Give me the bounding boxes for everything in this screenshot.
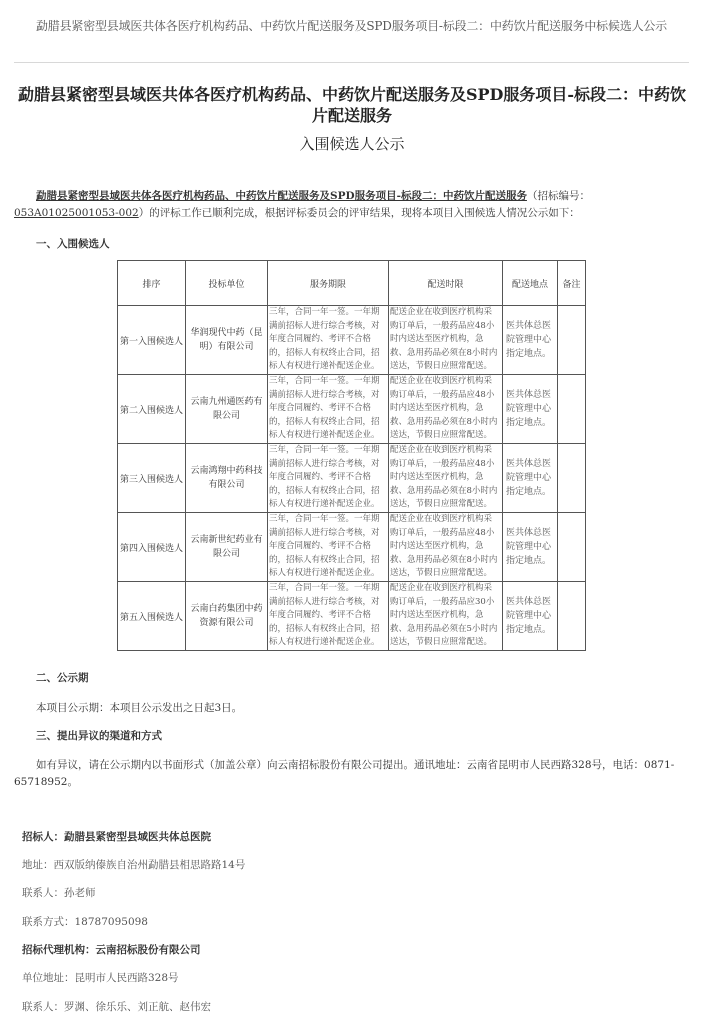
delivery-cell <box>389 513 503 582</box>
delivery-location-line: 指定地点。 <box>506 556 552 566</box>
delivery-location <box>504 595 556 637</box>
bidder-name-line: 限公司 <box>212 411 240 421</box>
delivery-time-line: 送达，节假日应照常配送。 <box>390 499 493 510</box>
term-cell <box>268 444 389 513</box>
candidates-table <box>117 260 586 651</box>
table-header-row <box>118 261 586 306</box>
delivery-location <box>504 457 556 499</box>
service-term-line: 三年，合同一年一签。一年期 <box>269 583 380 594</box>
tenderer-phone: 联系方式：18787095098 <box>22 916 148 928</box>
delivery-time-line: 购订单后，一般药品应48小 <box>390 389 495 400</box>
delivery-location-line: 医共体总医 <box>506 459 552 469</box>
service-term-line: 标人有权进行递补配送企业。 <box>269 430 380 441</box>
announcement-title: 勐腊县紧密型县域医共体各医疗机构药品、中药饮片配送服务及SPD服务项目-标段二：中药饮片配送服务 <box>17 85 687 125</box>
table-row <box>118 513 586 582</box>
delivery-location-line: 医共体总医 <box>506 390 552 400</box>
rank-cell: 第五入围候选人 <box>118 582 186 651</box>
service-term-line: 三年，合同一年一签。一年期 <box>269 445 380 456</box>
delivery-location <box>504 319 556 361</box>
delivery-time-line: 送达，节假日应照常配送。 <box>390 637 493 648</box>
bidder-cell <box>186 444 268 513</box>
delivery-time-line: 时内送达至医疗机构，急 <box>390 541 484 552</box>
service-term-line: 的，招标人有权终止合同，招 <box>269 416 380 427</box>
delivery-time <box>390 513 501 581</box>
bidder-cell <box>186 513 268 582</box>
term-cell <box>268 306 389 375</box>
header-cell: 配送地点 <box>503 261 558 306</box>
service-term-line: 标人有权进行递补配送企业。 <box>269 499 380 510</box>
delivery-time-line: 救、急用药品必须在5小时内 <box>390 623 498 634</box>
section-candidates-title: 一、入围候选人 <box>36 238 110 250</box>
delivery-location-line: 医共体总医 <box>506 321 552 331</box>
bidder-name <box>187 533 266 561</box>
delivery-cell <box>389 444 503 513</box>
tenderer-address: 地址：西双版纳傣族自治州勐腊县相思路路14号 <box>22 859 246 871</box>
service-term-line: 年度合同履约、考评不合格 <box>269 403 372 414</box>
service-term-line: 年度合同履约、考评不合格 <box>269 541 372 552</box>
project-name: 勐腊县紧密型县域医共体各医疗机构药品、中药饮片配送服务及SPD服务项目-标段二：中药饮片配送服务 <box>36 190 527 202</box>
delivery-time-line: 救、急用药品必须在8小时内 <box>390 485 498 496</box>
location-cell <box>503 513 558 582</box>
bidder-name <box>187 464 266 492</box>
delivery-location-line: 院管理中心 <box>506 473 552 483</box>
service-term-line: 的，招标人有权终止合同，招 <box>269 347 380 358</box>
agency-contact: 联系人：罗渊、徐乐乐、刘正航、赵伟宏 <box>22 1001 211 1013</box>
rank-cell: 第二入围候选人 <box>118 375 186 444</box>
delivery-time-line: 配送企业在收到医疗机构采 <box>390 376 493 387</box>
delivery-location-line: 院管理中心 <box>506 542 552 552</box>
service-term-line: 的，招标人有权终止合同，招 <box>269 623 380 634</box>
delivery-location-line: 院管理中心 <box>506 335 552 345</box>
table-row <box>118 444 586 513</box>
bidder-name <box>187 395 266 423</box>
delivery-location-line: 医共体总医 <box>506 528 552 538</box>
bidder-name <box>187 602 266 630</box>
delivery-location <box>504 526 556 568</box>
intro-rest: ）的评标工作已顺利完成，根据评标委员会的评审结果，现将本项目入围候选人情况公示如下： <box>138 207 580 219</box>
service-term-line: 满前招标人进行综合考核，对 <box>269 389 380 400</box>
table-row <box>118 582 586 651</box>
service-term-line: 标人有权进行递补配送企业。 <box>269 361 380 372</box>
section-objection-text-line2: 65718952。 <box>14 776 78 788</box>
service-term-line: 年度合同履约、考评不合格 <box>269 472 372 483</box>
delivery-location-line: 指定地点。 <box>506 418 552 428</box>
service-term-line: 三年，合同一年一签。一年期 <box>269 376 380 387</box>
delivery-time <box>390 375 501 443</box>
term-cell <box>268 375 389 444</box>
table-row <box>118 306 586 375</box>
delivery-time-line: 救、急用药品必须在8小时内 <box>390 347 498 358</box>
delivery-location-line: 院管理中心 <box>506 611 552 621</box>
remark-cell <box>558 444 586 513</box>
service-term-line: 满前招标人进行综合考核，对 <box>269 596 380 607</box>
service-term-line: 三年，合同一年一签。一年期 <box>269 514 380 525</box>
service-term <box>269 444 387 512</box>
service-term <box>269 375 387 443</box>
service-term-line: 标人有权进行递补配送企业。 <box>269 568 380 579</box>
delivery-location-line: 指定地点。 <box>506 625 552 635</box>
delivery-time-line: 时内送达至医疗机构，急 <box>390 403 484 414</box>
location-cell <box>503 375 558 444</box>
location-cell <box>503 444 558 513</box>
location-cell <box>503 306 558 375</box>
term-cell <box>268 582 389 651</box>
delivery-time-line: 时内送达至医疗机构，急 <box>390 472 484 483</box>
delivery-time-line: 送达，节假日应照常配送。 <box>390 430 493 441</box>
service-term-line: 三年，合同一年一签。一年期 <box>269 307 380 318</box>
delivery-location-line: 医共体总医 <box>506 597 552 607</box>
delivery-time-line: 配送企业在收到医疗机构采 <box>390 445 493 456</box>
bidder-name-line: 云南白药集团中药 <box>190 604 263 614</box>
header-cell: 配送时限 <box>389 261 503 306</box>
remark-cell <box>558 306 586 375</box>
delivery-cell <box>389 582 503 651</box>
remark-cell <box>558 375 586 444</box>
delivery-cell <box>389 375 503 444</box>
bidder-name-line: 华润现代中药（昆 <box>190 328 263 338</box>
bidder-cell <box>186 306 268 375</box>
bidder-name-line: 云南新世纪药业有 <box>190 535 263 545</box>
service-term <box>269 513 387 581</box>
delivery-location-line: 指定地点。 <box>506 487 552 497</box>
service-term-line: 的，招标人有权终止合同，招 <box>269 554 380 565</box>
delivery-time-line: 时内送达至医疗机构，急 <box>390 334 484 345</box>
service-term-line: 的，招标人有权终止合同，招 <box>269 485 380 496</box>
remark-cell <box>558 582 586 651</box>
delivery-time-line: 购订单后，一般药品应48小 <box>390 320 495 331</box>
delivery-time-line: 救、急用药品必须在8小时内 <box>390 554 498 565</box>
agency-address: 单位地址：昆明市人民西路328号 <box>22 972 179 984</box>
service-term-line: 年度合同履约、考评不合格 <box>269 610 372 621</box>
delivery-time <box>390 582 501 650</box>
delivery-time-line: 送达，节假日应照常配送。 <box>390 568 493 579</box>
term-cell <box>268 513 389 582</box>
agency-name: 招标代理机构：云南招标股份有限公司 <box>22 944 201 956</box>
service-term-line: 满前招标人进行综合考核，对 <box>269 320 380 331</box>
delivery-time-line: 时内送达至医疗机构，急 <box>390 610 484 621</box>
service-term-line: 标人有权进行递补配送企业。 <box>269 637 380 648</box>
delivery-time-line: 购订单后，一般药品应48小 <box>390 527 495 538</box>
delivery-time-line: 送达，节假日应照常配送。 <box>390 361 493 372</box>
announcement-subtitle: 入围候选人公示 <box>299 135 405 153</box>
delivery-time <box>390 306 501 374</box>
page-heading: 勐腊县紧密型县域医共体各医疗机构药品、中药饮片配送服务及SPD服务项目-标段二：中药饮片配送服务中标候选人公示 <box>36 18 667 33</box>
location-cell <box>503 582 558 651</box>
service-term <box>269 306 387 374</box>
bid-no-prefix: （招标编号： <box>526 190 590 202</box>
bidder-name-line: 明）有限公司 <box>199 342 254 352</box>
header-cell: 投标单位 <box>186 261 268 306</box>
bidder-name-line: 有限公司 <box>208 480 245 490</box>
header-cell: 备注 <box>558 261 586 306</box>
delivery-time-line: 配送企业在收到医疗机构采 <box>390 583 493 594</box>
delivery-location-line: 指定地点。 <box>506 349 552 359</box>
delivery-time-line: 购订单后，一般药品应48小 <box>390 458 495 469</box>
rank-cell: 第四入围候选人 <box>118 513 186 582</box>
bidder-name-line: 云南鸿翔中药科技 <box>190 466 263 476</box>
rank-cell: 第一入围候选人 <box>118 306 186 375</box>
delivery-time-line: 购订单后，一般药品应30小 <box>390 596 495 607</box>
section-objection-text-line1: 如有异议，请在公示期内以书面形式（加盖公章）向云南招标股份有限公司提出。通讯地址：云南省昆明市人民西路328号，电话：0871- <box>36 759 675 771</box>
delivery-time-line: 救、急用药品必须在8小时内 <box>390 416 498 427</box>
delivery-time-line: 配送企业在收到医疗机构采 <box>390 514 493 525</box>
rank-cell: 第三入围候选人 <box>118 444 186 513</box>
section-objection-title: 三、提出异议的渠道和方式 <box>36 730 162 742</box>
service-term-line: 满前招标人进行综合考核，对 <box>269 458 380 469</box>
remark-cell <box>558 513 586 582</box>
section-period-text: 本项目公示期：本项目公示发出之日起3日。 <box>36 702 243 714</box>
tenderer-contact: 联系人：孙老师 <box>22 887 96 899</box>
bidder-name-line: 云南九州通医药有 <box>190 397 263 407</box>
bidder-name-line: 限公司 <box>212 549 240 559</box>
tenderer-name: 招标人：勐腊县紧密型县域医共体总医院 <box>22 831 211 843</box>
service-term-line: 满前招标人进行综合考核，对 <box>269 527 380 538</box>
header-cell: 服务期限 <box>268 261 389 306</box>
bid-number: 053A01025001053-002 <box>14 207 139 219</box>
service-term <box>269 582 387 650</box>
table-row <box>118 375 586 444</box>
delivery-location <box>504 388 556 430</box>
section-period-title: 二、公示期 <box>36 672 89 684</box>
intro-paragraph <box>14 188 682 222</box>
bidder-cell <box>186 582 268 651</box>
service-term-line: 年度合同履约、考评不合格 <box>269 334 372 345</box>
bidder-cell <box>186 375 268 444</box>
bidder-name-line: 资源有限公司 <box>199 618 254 628</box>
delivery-location-line: 院管理中心 <box>506 404 552 414</box>
delivery-cell <box>389 306 503 375</box>
header-cell: 排序 <box>118 261 186 306</box>
delivery-time <box>390 444 501 512</box>
delivery-time-line: 配送企业在收到医疗机构采 <box>390 307 493 318</box>
bidder-name <box>187 326 266 354</box>
divider <box>14 62 689 63</box>
